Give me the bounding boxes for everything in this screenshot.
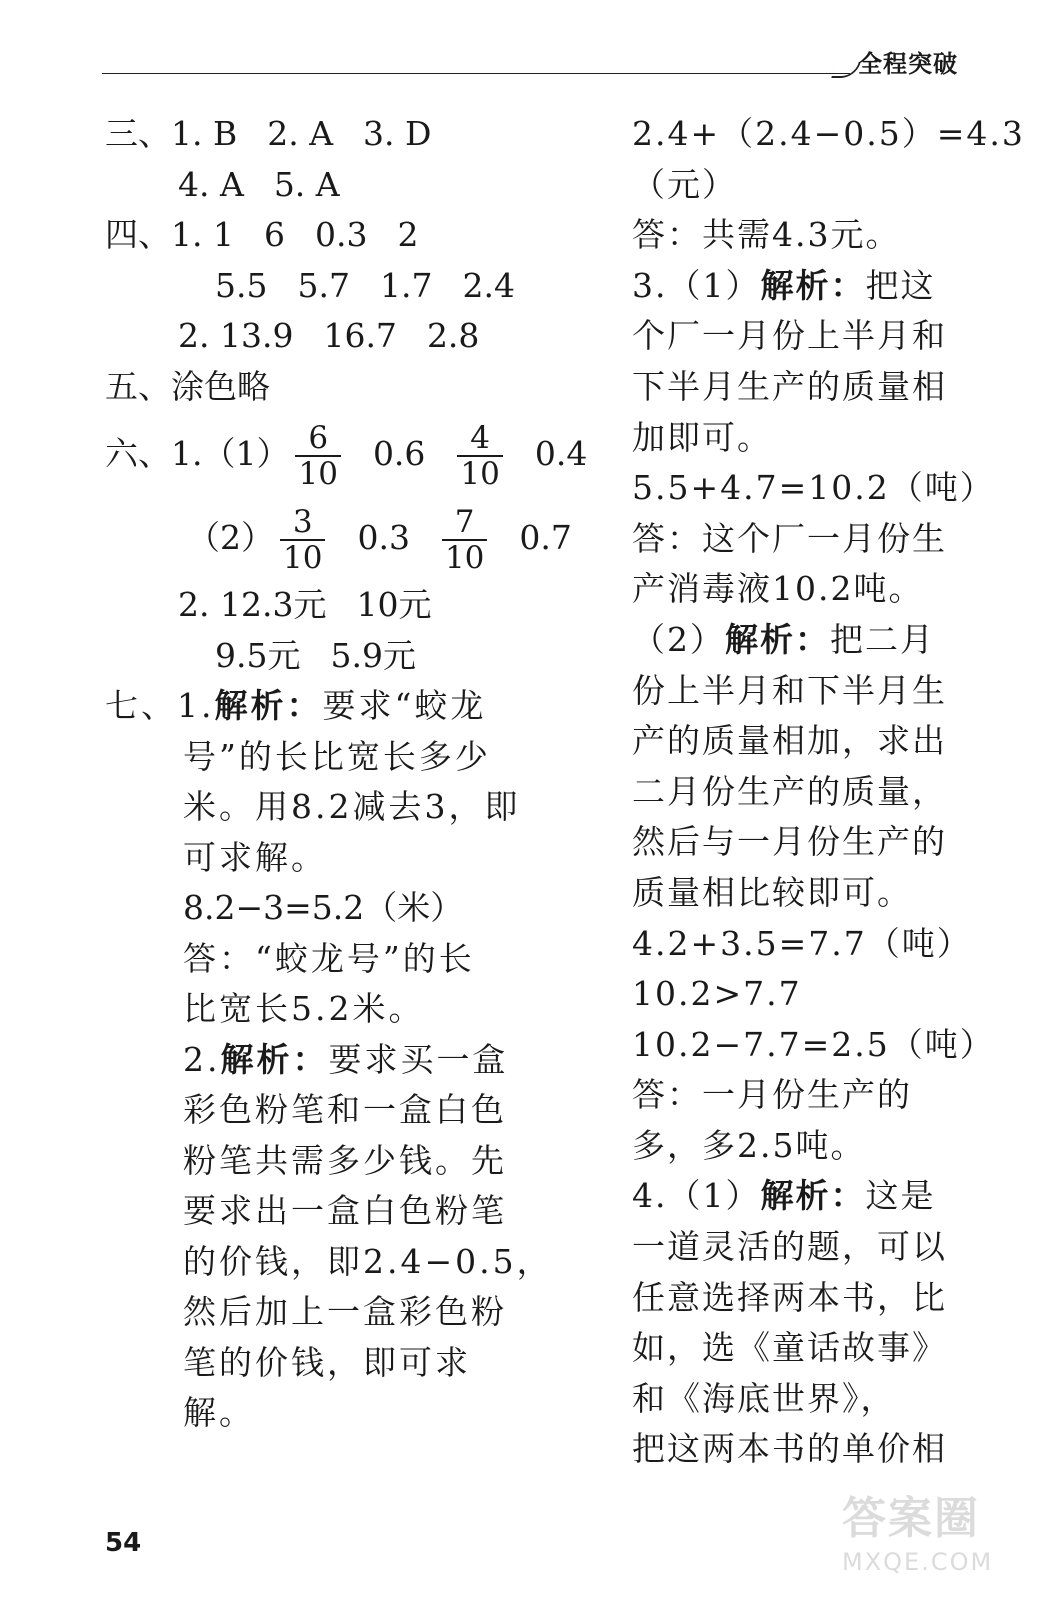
watermark-url: MXQE.COM [842, 1548, 994, 1576]
answer: 6 [263, 215, 285, 254]
text-line: 答：“蛟龙号”的长 [183, 938, 475, 978]
part-prefix: 1.（1） [171, 434, 290, 473]
text-line: 任意选择两本书，比 [632, 1277, 947, 1317]
equation-line: 2.4+（2.4−0.5）=4.3 [632, 114, 1025, 153]
answer: 5. A [273, 164, 340, 204]
right-column [632, 109, 1025, 1475]
answer-text: 涂色略 [171, 366, 270, 406]
answer: 10元 [356, 585, 432, 624]
text: 把二月 [830, 619, 935, 659]
section-label: 七、 [105, 686, 177, 725]
answer-line: 答：共需4.3元。 [632, 215, 901, 255]
answer: 4. A [178, 164, 244, 204]
text-line: 的价钱，即2.4−0.5， [183, 1241, 553, 1281]
part-prefix: （2） [187, 518, 274, 557]
text-line: 二月份生产的质量， [632, 771, 947, 811]
text-line: 号”的长比宽长多少 [183, 736, 491, 776]
text-line: 如，选《童话故事》 [632, 1328, 947, 1368]
text-line: 然后与一月份生产的 [632, 822, 947, 862]
fraction [442, 505, 487, 575]
answer: 2 [397, 215, 419, 254]
denominator: 10 [280, 539, 325, 575]
answer: 2.4 [462, 265, 515, 305]
text-line: 然后加上一盒彩色粉 [183, 1292, 507, 1331]
section-4-line-3 [105, 311, 535, 362]
header-swoosh-icon [831, 62, 861, 78]
text-line: 产消毒液10.2吨。 [632, 569, 924, 609]
answer: 1. 1 [171, 215, 234, 254]
section-label: 四、 [105, 215, 171, 254]
text-line: 一道灵活的题，可以 [632, 1227, 947, 1267]
equation-line: 5.5+4.7=10.2（吨） [632, 468, 995, 508]
text-line: 答：一月份生产的 [632, 1075, 912, 1115]
text-line: 质量相比较即可。 [632, 872, 912, 912]
section-6-line-2 [105, 496, 572, 580]
section-5-line [105, 362, 535, 413]
answer: 2.8 [426, 316, 480, 355]
equation-line: 10.2>7.7 [632, 974, 802, 1014]
section-label: 五、 [105, 366, 171, 406]
watermark [842, 1482, 1027, 1594]
text: 要求“蛟龙 [322, 686, 487, 725]
equation-line: 4.2+3.5=7.7（吨） [632, 923, 972, 963]
fraction [280, 505, 325, 575]
text-line: 份上半月和下半月生 [632, 670, 947, 710]
text-line: 要求出一盒白色粉笔 [183, 1191, 507, 1230]
section-label: 六、 [105, 434, 171, 473]
text: 这是 [865, 1176, 936, 1216]
answer: 1.7 [379, 265, 433, 305]
answer: 2. A [267, 114, 334, 153]
section-6-line-1 [105, 412, 588, 496]
text-line: （元） [632, 164, 737, 204]
analysis-heading: 解析： [760, 265, 866, 305]
text-line: 可求解。 [183, 837, 327, 877]
q3-1-line-1 [632, 261, 977, 312]
text-line: 多，多2.5吨。 [632, 1125, 866, 1165]
answer: 9.5元 [215, 635, 301, 675]
q3-2-line-1 [632, 615, 977, 666]
denominator: 10 [457, 455, 502, 491]
text-line: 笔的价钱，即可求 [183, 1342, 471, 1382]
question-prefix: 4.（1） [632, 1176, 761, 1216]
header-rule [102, 73, 850, 74]
answer: 5.7 [297, 265, 350, 305]
numerator: 7 [454, 504, 475, 540]
answer: 2. 12.3元 [178, 585, 327, 624]
section-4-line-2 [105, 261, 535, 312]
text-line: 彩色粉笔和一盒白色 [183, 1090, 507, 1129]
answer: 5.9元 [330, 635, 416, 675]
section-7-q1-line-1 [105, 681, 535, 732]
equation-line: 10.2−7.7=2.5（吨） [632, 1024, 995, 1064]
decimal: 0.4 [534, 434, 588, 473]
text-line: 个厂一月份上半月和 [632, 316, 947, 356]
numerator: 3 [292, 504, 313, 540]
analysis-heading: 解析： [214, 686, 323, 725]
fraction [295, 421, 340, 491]
text-line: 粉笔共需多少钱。先 [183, 1140, 507, 1180]
denominator: 10 [295, 455, 340, 491]
analysis-heading: 解析： [760, 1176, 866, 1216]
answer: 3. D [363, 114, 432, 153]
section-6-line-4 [105, 631, 535, 682]
text-line: 解。 [183, 1393, 255, 1432]
text: 把这 [865, 265, 936, 305]
header-title: 全程突破 [858, 50, 958, 78]
analysis-heading: 解析： [220, 1039, 329, 1079]
section-3-line-2 [105, 160, 535, 211]
answer: 1. B [171, 114, 238, 153]
numerator: 6 [308, 420, 329, 456]
section-7-q2-line-1 [105, 1035, 535, 1086]
text-line: 下半月生产的质量相 [632, 366, 947, 406]
left-column [105, 109, 588, 1439]
answer: 0.3 [314, 215, 368, 254]
text-line: 把这两本书的单价相 [632, 1429, 947, 1469]
text-line: 答：这个厂一月份生 [632, 518, 947, 558]
section-4-line-1 [105, 210, 535, 261]
answer: 5.5 [215, 265, 268, 305]
equation-line: 8.2−3=5.2（米） [183, 888, 464, 927]
question-number: 1. [177, 686, 215, 725]
q4-1-line-1 [632, 1171, 977, 1222]
text: 要求买一盒 [328, 1039, 509, 1079]
question-prefix: （2） [632, 619, 725, 659]
question-number: 2. [183, 1039, 221, 1079]
answer: 16.7 [323, 316, 397, 355]
section-6-line-3 [105, 580, 535, 631]
page-number: 54 [105, 1528, 142, 1558]
fraction [457, 421, 502, 491]
text-line: 和《海底世界》， [632, 1378, 896, 1418]
section-3-line-1 [105, 109, 535, 160]
analysis-heading: 解析： [725, 619, 830, 659]
watermark-logo: 答案圈 [842, 1493, 980, 1544]
text-line: 米。用8.2减去3，即 [183, 787, 521, 826]
denominator: 10 [442, 539, 487, 575]
question-prefix: 3.（1） [632, 265, 761, 305]
text-line: 加即可。 [632, 417, 772, 457]
text-line: 比宽长5.2米。 [183, 989, 425, 1028]
section-label: 三、 [105, 114, 171, 153]
decimal: 0.7 [519, 518, 572, 557]
answer: 2. 13.9 [178, 316, 294, 355]
text-line: 产的质量相加，求出 [632, 721, 947, 761]
numerator: 4 [470, 420, 491, 456]
decimal: 0.3 [357, 518, 410, 557]
decimal: 0.6 [372, 434, 426, 473]
